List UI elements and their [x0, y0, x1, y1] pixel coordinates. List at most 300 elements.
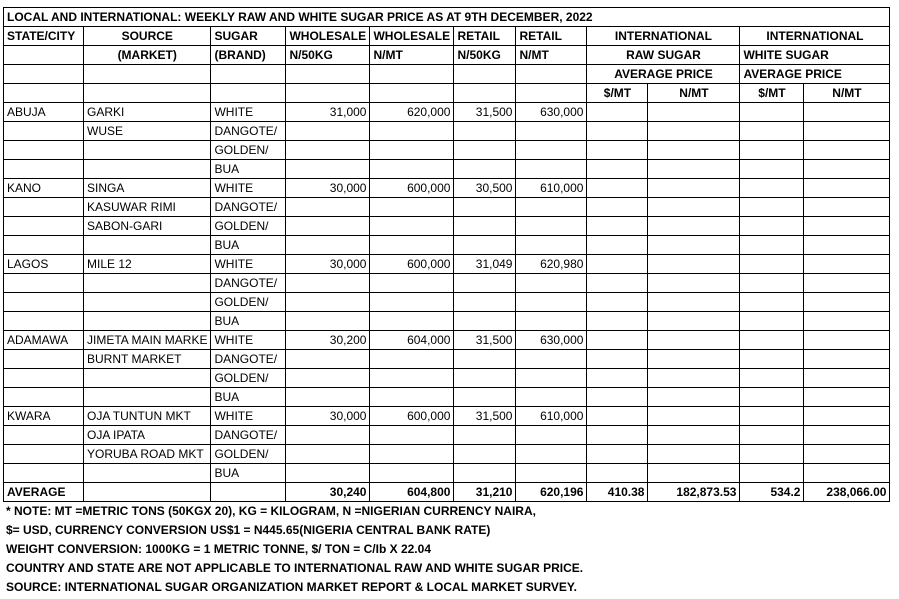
average-value[interactable]: 534.2: [740, 483, 804, 502]
cell[interactable]: [4, 388, 84, 407]
cell[interactable]: [804, 312, 890, 331]
price-cell[interactable]: [286, 350, 370, 369]
cell[interactable]: [4, 84, 84, 103]
table-row: [4, 27, 890, 46]
cell[interactable]: [4, 141, 84, 160]
price-cell[interactable]: [370, 160, 454, 179]
price-cell[interactable]: [516, 217, 587, 236]
cell[interactable]: [804, 369, 890, 388]
note-line: COUNTRY AND STATE ARE NOT APPLICABLE TO INTERNATIONAL RAW AND WHITE SUGAR PRICE.: [6, 561, 584, 575]
cell[interactable]: [587, 464, 648, 483]
cell[interactable]: [4, 217, 84, 236]
price-cell[interactable]: [286, 445, 370, 464]
column-header[interactable]: RETAIL: [516, 27, 587, 46]
table-row: [4, 293, 890, 312]
average-value[interactable]: 30,240: [286, 483, 370, 502]
cell[interactable]: [454, 65, 516, 84]
brand-cell[interactable]: DANGOTE/: [211, 350, 286, 369]
column-header[interactable]: SUGAR: [211, 27, 286, 46]
price-cell[interactable]: 30,000: [286, 407, 370, 426]
cell[interactable]: [740, 312, 804, 331]
brand-cell[interactable]: BUA: [211, 388, 286, 407]
average-value[interactable]: 604,800: [370, 483, 454, 502]
average-value[interactable]: 238,066.00: [804, 483, 890, 502]
table-row: [4, 84, 890, 103]
cell[interactable]: [4, 445, 84, 464]
cell[interactable]: [740, 141, 804, 160]
column-header[interactable]: (MARKET): [84, 46, 211, 65]
cell[interactable]: [286, 65, 370, 84]
price-cell[interactable]: [454, 122, 516, 141]
column-header[interactable]: (BRAND): [211, 46, 286, 65]
source-cell[interactable]: [84, 293, 211, 312]
price-cell[interactable]: [286, 160, 370, 179]
cell[interactable]: [740, 445, 804, 464]
price-cell[interactable]: [516, 388, 587, 407]
price-cell[interactable]: [286, 426, 370, 445]
price-cell[interactable]: [286, 293, 370, 312]
cell[interactable]: [648, 331, 740, 350]
price-cell[interactable]: [370, 445, 454, 464]
cell[interactable]: [804, 179, 890, 198]
cell[interactable]: [587, 179, 648, 198]
cell[interactable]: [587, 274, 648, 293]
price-cell[interactable]: [454, 217, 516, 236]
column-header[interactable]: WHOLESALE: [286, 27, 370, 46]
cell[interactable]: [804, 198, 890, 217]
cell[interactable]: [4, 350, 84, 369]
cell[interactable]: [740, 179, 804, 198]
price-cell[interactable]: [454, 236, 516, 255]
price-cell[interactable]: 600,000: [370, 407, 454, 426]
state-cell[interactable]: LAGOS: [4, 255, 84, 274]
column-header[interactable]: INTERNATIONAL: [587, 27, 740, 46]
notes: [6, 502, 583, 597]
state-cell[interactable]: ADAMAWA: [4, 331, 84, 350]
price-cell[interactable]: [516, 274, 587, 293]
price-cell[interactable]: [370, 369, 454, 388]
cell[interactable]: [804, 103, 890, 122]
price-cell[interactable]: [454, 426, 516, 445]
cell[interactable]: [4, 312, 84, 331]
price-cell[interactable]: 30,000: [286, 179, 370, 198]
cell[interactable]: [4, 65, 84, 84]
cell[interactable]: [740, 350, 804, 369]
cell[interactable]: [804, 388, 890, 407]
cell[interactable]: [587, 236, 648, 255]
cell[interactable]: [648, 236, 740, 255]
cell[interactable]: [587, 388, 648, 407]
price-cell[interactable]: 604,000: [370, 331, 454, 350]
cell[interactable]: [587, 217, 648, 236]
column-header[interactable]: AVERAGE PRICE: [740, 65, 890, 84]
cell[interactable]: [804, 217, 890, 236]
column-header[interactable]: SOURCE: [84, 27, 211, 46]
price-cell[interactable]: 30,200: [286, 331, 370, 350]
table-row: [4, 179, 890, 198]
source-cell[interactable]: WUSE: [84, 122, 211, 141]
cell[interactable]: [587, 255, 648, 274]
cell[interactable]: [211, 483, 286, 502]
average-value[interactable]: 410.38: [587, 483, 648, 502]
column-header[interactable]: N/MT: [648, 84, 740, 103]
source-cell[interactable]: [84, 388, 211, 407]
price-cell[interactable]: 30,000: [286, 255, 370, 274]
price-cell[interactable]: 600,000: [370, 255, 454, 274]
price-cell[interactable]: 610,000: [516, 407, 587, 426]
table-row: [4, 255, 890, 274]
brand-cell[interactable]: BUA: [211, 160, 286, 179]
cell[interactable]: [648, 103, 740, 122]
column-header[interactable]: RETAIL: [454, 27, 516, 46]
cell[interactable]: [4, 46, 84, 65]
cell[interactable]: [648, 217, 740, 236]
price-cell[interactable]: [516, 141, 587, 160]
cell[interactable]: [587, 350, 648, 369]
column-header[interactable]: WHOLESALE: [370, 27, 454, 46]
price-cell[interactable]: [454, 198, 516, 217]
price-cell[interactable]: [286, 122, 370, 141]
average-value[interactable]: 620,196: [516, 483, 587, 502]
column-header[interactable]: N/50KG: [286, 46, 370, 65]
table-row: [4, 274, 890, 293]
cell[interactable]: [587, 103, 648, 122]
brand-cell[interactable]: GOLDEN/: [211, 369, 286, 388]
cell[interactable]: [648, 445, 740, 464]
source-cell[interactable]: [84, 274, 211, 293]
brand-cell[interactable]: GOLDEN/: [211, 217, 286, 236]
cell[interactable]: [4, 160, 84, 179]
source-cell[interactable]: SINGA: [84, 179, 211, 198]
cell[interactable]: [804, 255, 890, 274]
cell[interactable]: [804, 274, 890, 293]
price-cell[interactable]: [516, 122, 587, 141]
price-cell[interactable]: 31,500: [454, 331, 516, 350]
table-row: [4, 445, 890, 464]
cell[interactable]: [804, 293, 890, 312]
table-row: [4, 103, 890, 122]
brand-cell[interactable]: DANGOTE/: [211, 198, 286, 217]
cell[interactable]: [804, 350, 890, 369]
price-cell[interactable]: [516, 236, 587, 255]
cell[interactable]: [587, 141, 648, 160]
table-row: [4, 141, 890, 160]
cell[interactable]: [648, 198, 740, 217]
price-cell[interactable]: [370, 274, 454, 293]
cell[interactable]: [4, 236, 84, 255]
brand-cell[interactable]: WHITE: [211, 255, 286, 274]
brand-cell[interactable]: DANGOTE/: [211, 426, 286, 445]
price-cell[interactable]: [370, 122, 454, 141]
cell[interactable]: [4, 274, 84, 293]
cell[interactable]: [740, 274, 804, 293]
source-cell[interactable]: YORUBA ROAD MKT: [84, 445, 211, 464]
cell[interactable]: [587, 293, 648, 312]
cell[interactable]: [648, 255, 740, 274]
cell[interactable]: [804, 407, 890, 426]
cell[interactable]: [587, 160, 648, 179]
cell[interactable]: [370, 84, 454, 103]
average-value[interactable]: 182,873.53: [648, 483, 740, 502]
cell[interactable]: [587, 312, 648, 331]
price-cell[interactable]: [370, 198, 454, 217]
brand-cell[interactable]: WHITE: [211, 331, 286, 350]
price-cell[interactable]: [516, 464, 587, 483]
cell[interactable]: [648, 350, 740, 369]
price-cell[interactable]: [286, 274, 370, 293]
table-row: [4, 160, 890, 179]
price-cell[interactable]: [454, 445, 516, 464]
table-row: [4, 369, 890, 388]
cell[interactable]: [648, 274, 740, 293]
price-cell[interactable]: [516, 293, 587, 312]
price-cell[interactable]: [370, 388, 454, 407]
table-row: [4, 46, 890, 65]
cell[interactable]: [587, 426, 648, 445]
table-row: [4, 122, 890, 141]
price-cell[interactable]: [516, 445, 587, 464]
cell[interactable]: [587, 445, 648, 464]
source-cell[interactable]: KASUWAR RIMI: [84, 198, 211, 217]
cell[interactable]: [804, 426, 890, 445]
table-row: [4, 464, 890, 483]
cell[interactable]: [4, 464, 84, 483]
price-cell[interactable]: [454, 388, 516, 407]
price-cell[interactable]: 630,000: [516, 103, 587, 122]
price-cell[interactable]: [370, 293, 454, 312]
column-header[interactable]: $/MT: [740, 84, 804, 103]
cell[interactable]: [740, 369, 804, 388]
price-cell[interactable]: 600,000: [370, 179, 454, 198]
column-header[interactable]: RAW SUGAR: [587, 46, 740, 65]
price-cell[interactable]: [286, 388, 370, 407]
table-row: [4, 331, 890, 350]
price-cell[interactable]: [370, 350, 454, 369]
cell[interactable]: [587, 369, 648, 388]
table-row: [4, 65, 890, 84]
brand-cell[interactable]: DANGOTE/: [211, 122, 286, 141]
table-title[interactable]: LOCAL AND INTERNATIONAL: WEEKLY RAW AND WHITE SUGAR PRICE AS AT 9TH DECEMBER, 2022: [4, 8, 890, 27]
cell[interactable]: [211, 65, 286, 84]
cell[interactable]: [587, 407, 648, 426]
cell[interactable]: [804, 141, 890, 160]
price-cell[interactable]: [454, 141, 516, 160]
brand-cell[interactable]: GOLDEN/: [211, 293, 286, 312]
price-cell[interactable]: [454, 350, 516, 369]
cell[interactable]: [648, 312, 740, 331]
price-cell[interactable]: [454, 369, 516, 388]
source-cell[interactable]: JIMETA MAIN MARKE: [84, 331, 211, 350]
cell[interactable]: [740, 198, 804, 217]
price-cell[interactable]: [286, 217, 370, 236]
brand-cell[interactable]: BUA: [211, 464, 286, 483]
source-cell[interactable]: [84, 312, 211, 331]
column-header[interactable]: N/MT: [370, 46, 454, 65]
cell[interactable]: [740, 464, 804, 483]
cell[interactable]: [648, 141, 740, 160]
brand-cell[interactable]: WHITE: [211, 103, 286, 122]
average-label[interactable]: AVERAGE: [4, 483, 84, 502]
source-cell[interactable]: SABON-GARI: [84, 217, 211, 236]
cell[interactable]: [740, 217, 804, 236]
state-cell[interactable]: ABUJA: [4, 103, 84, 122]
price-cell[interactable]: [370, 312, 454, 331]
source-cell[interactable]: [84, 464, 211, 483]
price-cell[interactable]: 31,500: [454, 407, 516, 426]
note-line: WEIGHT CONVERSION: 1000KG = 1 METRIC TONNE, $/ TON = C/Ib X 22.04: [6, 542, 431, 556]
table-row: [4, 236, 890, 255]
cell[interactable]: [740, 160, 804, 179]
state-cell[interactable]: KWARA: [4, 407, 84, 426]
table-row: [4, 426, 890, 445]
cell[interactable]: [740, 407, 804, 426]
price-cell[interactable]: 31,049: [454, 255, 516, 274]
price-cell[interactable]: [454, 293, 516, 312]
note-line: SOURCE: INTERNATIONAL SUGAR ORGANIZATION MARKET REPORT & LOCAL MARKET SURVEY.: [6, 580, 577, 594]
source-cell[interactable]: [84, 369, 211, 388]
price-cell[interactable]: [516, 198, 587, 217]
table-row: [4, 350, 890, 369]
cell[interactable]: [740, 388, 804, 407]
brand-cell[interactable]: GOLDEN/: [211, 141, 286, 160]
price-cell[interactable]: 630,000: [516, 331, 587, 350]
price-cell[interactable]: [286, 198, 370, 217]
cell[interactable]: [648, 293, 740, 312]
column-header[interactable]: WHITE SUGAR: [740, 46, 890, 65]
table-row: [4, 8, 890, 27]
price-cell[interactable]: [370, 236, 454, 255]
cell[interactable]: [84, 84, 211, 103]
price-cell[interactable]: 610,000: [516, 179, 587, 198]
source-cell[interactable]: BURNT MARKET: [84, 350, 211, 369]
cell[interactable]: [648, 426, 740, 445]
source-cell[interactable]: [84, 236, 211, 255]
brand-cell[interactable]: DANGOTE/: [211, 274, 286, 293]
table-row: [4, 388, 890, 407]
cell[interactable]: [4, 426, 84, 445]
state-cell[interactable]: KANO: [4, 179, 84, 198]
price-cell[interactable]: [454, 160, 516, 179]
price-cell[interactable]: [516, 312, 587, 331]
price-cell[interactable]: [516, 160, 587, 179]
brand-cell[interactable]: WHITE: [211, 179, 286, 198]
price-cell[interactable]: [370, 426, 454, 445]
column-header[interactable]: N/MT: [516, 46, 587, 65]
cell[interactable]: [648, 369, 740, 388]
table-row: [4, 312, 890, 331]
price-cell[interactable]: 31,000: [286, 103, 370, 122]
cell[interactable]: [804, 464, 890, 483]
cell[interactable]: [804, 122, 890, 141]
cell[interactable]: [4, 369, 84, 388]
price-cell[interactable]: [454, 464, 516, 483]
cell[interactable]: [587, 331, 648, 350]
cell[interactable]: [454, 84, 516, 103]
cell[interactable]: [286, 84, 370, 103]
price-cell[interactable]: [286, 312, 370, 331]
cell[interactable]: [648, 407, 740, 426]
cell[interactable]: [804, 160, 890, 179]
cell[interactable]: [516, 65, 587, 84]
cell[interactable]: [648, 388, 740, 407]
cell[interactable]: [740, 331, 804, 350]
price-cell[interactable]: [286, 464, 370, 483]
price-cell[interactable]: [370, 464, 454, 483]
price-cell[interactable]: [516, 350, 587, 369]
average-value[interactable]: 31,210: [454, 483, 516, 502]
table-row: [4, 217, 890, 236]
cell[interactable]: [84, 483, 211, 502]
cell[interactable]: [84, 65, 211, 84]
price-cell[interactable]: 31,500: [454, 103, 516, 122]
column-header[interactable]: INTERNATIONAL: [740, 27, 890, 46]
source-cell[interactable]: [84, 160, 211, 179]
cell[interactable]: [516, 84, 587, 103]
price-cell[interactable]: 620,980: [516, 255, 587, 274]
source-cell[interactable]: GARKI: [84, 103, 211, 122]
price-cell[interactable]: [286, 236, 370, 255]
brand-cell[interactable]: WHITE: [211, 407, 286, 426]
cell[interactable]: [648, 160, 740, 179]
source-cell[interactable]: OJA IPATA: [84, 426, 211, 445]
cell[interactable]: [740, 293, 804, 312]
cell[interactable]: [804, 236, 890, 255]
cell[interactable]: [740, 255, 804, 274]
column-header[interactable]: N/MT: [804, 84, 890, 103]
brand-cell[interactable]: BUA: [211, 236, 286, 255]
source-cell[interactable]: MILE 12: [84, 255, 211, 274]
note-line: $= USD, CURRENCY CONVERSION US$1 = N445.65(NIGERIA CENTRAL BANK RATE): [6, 523, 491, 537]
cell[interactable]: [648, 122, 740, 141]
cell[interactable]: [648, 179, 740, 198]
price-cell[interactable]: [286, 369, 370, 388]
cell[interactable]: [740, 426, 804, 445]
price-cell[interactable]: 30,500: [454, 179, 516, 198]
source-cell[interactable]: [84, 141, 211, 160]
cell[interactable]: [587, 122, 648, 141]
price-cell[interactable]: 620,000: [370, 103, 454, 122]
cell[interactable]: [211, 84, 286, 103]
brand-cell[interactable]: GOLDEN/: [211, 445, 286, 464]
price-cell[interactable]: [516, 426, 587, 445]
column-header[interactable]: $/MT: [587, 84, 648, 103]
price-cell[interactable]: [286, 141, 370, 160]
price-cell[interactable]: [516, 369, 587, 388]
column-header[interactable]: STATE/CITY: [4, 27, 84, 46]
cell[interactable]: [648, 464, 740, 483]
price-cell[interactable]: [370, 217, 454, 236]
cell[interactable]: [587, 198, 648, 217]
cell[interactable]: [4, 122, 84, 141]
cell[interactable]: [740, 103, 804, 122]
cell[interactable]: [740, 236, 804, 255]
cell[interactable]: [740, 122, 804, 141]
price-cell[interactable]: [454, 274, 516, 293]
source-cell[interactable]: OJA TUNTUN MKT: [84, 407, 211, 426]
table-row: [4, 198, 890, 217]
cell[interactable]: [804, 331, 890, 350]
cell[interactable]: [4, 293, 84, 312]
price-cell[interactable]: [370, 141, 454, 160]
price-cell[interactable]: [454, 312, 516, 331]
table-row: [4, 483, 890, 502]
cell[interactable]: [370, 65, 454, 84]
brand-cell[interactable]: BUA: [211, 312, 286, 331]
column-header[interactable]: AVERAGE PRICE: [587, 65, 740, 84]
column-header[interactable]: N/50KG: [454, 46, 516, 65]
cell[interactable]: [4, 198, 84, 217]
cell[interactable]: [804, 445, 890, 464]
